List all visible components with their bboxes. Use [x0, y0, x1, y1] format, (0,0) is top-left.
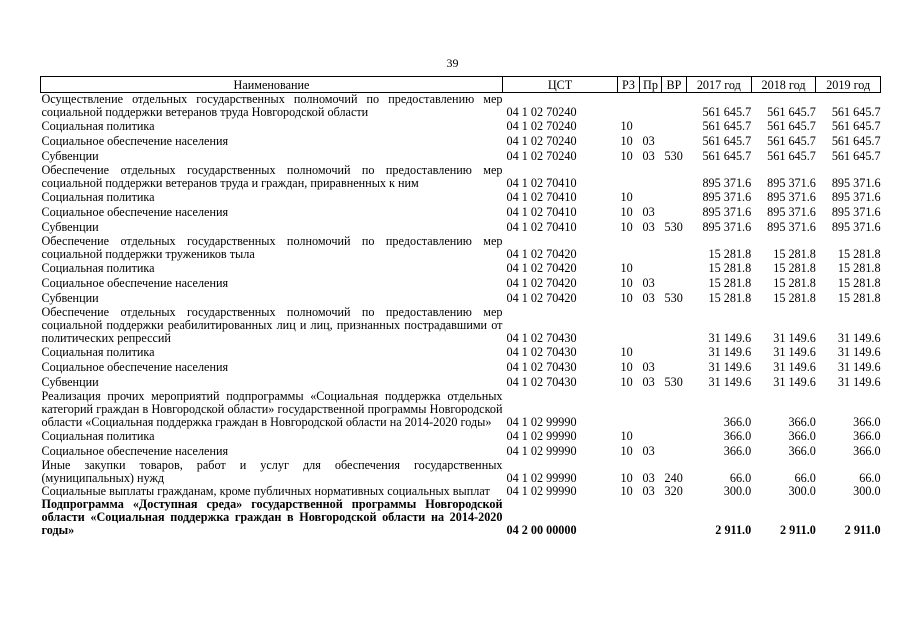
cell-cst: 04 1 02 70420 [506, 291, 577, 305]
cell-cst: 04 1 02 70420 [506, 276, 577, 290]
cell-cst: 04 1 02 70430 [506, 375, 577, 389]
cell-pr: 03 [642, 444, 655, 458]
cell-rz [618, 306, 640, 345]
cell-y2019: 366.0 [853, 415, 881, 429]
cell-y2017: 895 371.6 [702, 220, 752, 234]
cell-y2017: 31 149.6 [708, 360, 752, 374]
cell-y2018: 66.0 [794, 471, 816, 485]
cell-y2019: 31 149.6 [837, 360, 881, 374]
cell-y2018: 561 645.7 [767, 119, 816, 133]
cell-name: Социальная политика [41, 345, 155, 359]
cell-pr [640, 306, 662, 345]
cell-y2017: 561 645.7 [702, 134, 752, 148]
cell-y2017: 66.0 [729, 471, 752, 485]
cell-pr: 03 [642, 360, 655, 374]
cell-cst: 04 1 02 99990 [506, 429, 577, 443]
cell-y2019: 31 149.6 [837, 375, 881, 389]
cell-pr: 03 [642, 134, 655, 148]
cell-y2018: 15 281.8 [773, 276, 816, 290]
cell-name: Иные закупки товаров, работ и услуг для обеспечения государственных (муниципальных) нужд [41, 458, 503, 485]
cell-vr [662, 498, 687, 537]
header-cst: ЦСТ [503, 77, 618, 93]
cell-pr [640, 164, 662, 190]
cell-y2018: 2 911.0 [779, 523, 816, 537]
cell-y2019: 15 281.8 [837, 261, 881, 275]
cell-pr: 03 [642, 484, 655, 498]
cell-y2019: 300.0 [853, 484, 881, 498]
cell-cst: 04 1 02 99990 [506, 444, 577, 458]
cell-rz [618, 390, 640, 429]
cell-rz [618, 164, 640, 190]
cell-y2017: 15 281.8 [708, 291, 752, 305]
table-row [41, 429, 881, 444]
cell-cst: 04 1 02 70430 [506, 360, 577, 374]
cell-y2019: 895 371.6 [831, 205, 881, 219]
cell-pr: 03 [642, 471, 655, 485]
cell-y2019: 366.0 [853, 444, 881, 458]
cell-rz [618, 93, 640, 120]
table-row [41, 190, 881, 205]
cell-y2018: 895 371.6 [767, 190, 816, 204]
cell-cst: 04 1 02 70420 [506, 261, 577, 275]
cell-y2017: 31 149.6 [708, 375, 752, 389]
cell-y2019: 895 371.6 [831, 220, 881, 234]
cell-pr [640, 345, 662, 360]
cell-name: Социальное обеспечение населения [41, 360, 229, 374]
cell-y2019: 561 645.7 [831, 149, 881, 163]
table-row [41, 134, 881, 149]
cell-y2017: 561 645.7 [702, 149, 752, 163]
cell-rz: 10 [620, 220, 633, 234]
cell-vr [662, 345, 687, 360]
cell-y2018: 15 281.8 [773, 291, 816, 305]
cell-pr [640, 390, 662, 429]
header-2019: 2019 год [816, 77, 881, 93]
cell-rz: 10 [620, 276, 633, 290]
cell-rz: 10 [620, 149, 633, 163]
table-row [41, 276, 881, 291]
cell-y2019: 561 645.7 [831, 134, 881, 148]
table-row [41, 291, 881, 306]
header-name: Наименование [41, 77, 503, 93]
cell-rz: 10 [620, 471, 633, 485]
cell-name: Социальная политика [41, 429, 155, 443]
cell-rz: 10 [620, 205, 633, 219]
cell-y2018: 300.0 [788, 484, 816, 498]
cell-y2017: 15 281.8 [708, 247, 752, 261]
cell-y2019: 31 149.6 [837, 345, 881, 359]
header-pr: Пр [640, 77, 662, 93]
cell-name: Обеспечение отдельных государственных полномочий по предоставлению мер социальной поддержки реабилитированных лиц и лиц, признанных пострадавшими от политических репрессий [41, 305, 503, 345]
cell-name: Субвенции [41, 149, 99, 163]
cell-vr: 530 [664, 375, 683, 389]
cell-y2019: 561 645.7 [831, 119, 881, 133]
cell-cst: 04 1 02 99990 [506, 471, 577, 485]
cell-pr: 03 [642, 276, 655, 290]
cell-y2017: 31 149.6 [708, 345, 752, 359]
cell-y2018: 366.0 [788, 444, 816, 458]
cell-vr: 530 [664, 220, 683, 234]
header-vr: ВР [662, 77, 687, 93]
cell-vr [662, 190, 687, 205]
cell-y2018: 895 371.6 [767, 205, 816, 219]
cell-cst: 04 1 02 99990 [506, 415, 577, 429]
cell-cst: 04 1 02 70240 [506, 149, 577, 163]
cell-pr: 03 [642, 291, 655, 305]
table-row [41, 220, 881, 235]
cell-rz: 10 [620, 360, 633, 374]
cell-y2017: 300.0 [723, 484, 752, 498]
header-rz: РЗ [618, 77, 640, 93]
cell-name: Социальное обеспечение населения [41, 134, 229, 148]
cell-pr: 03 [642, 375, 655, 389]
cell-y2018: 561 645.7 [767, 149, 816, 163]
cell-pr [640, 498, 662, 537]
cell-pr [640, 235, 662, 261]
cell-y2019: 2 911.0 [844, 523, 881, 537]
cell-vr: 530 [664, 291, 683, 305]
cell-vr: 320 [664, 484, 683, 498]
cell-vr [662, 119, 687, 134]
cell-cst: 04 1 02 70240 [506, 119, 577, 133]
page-number: 39 [446, 56, 459, 70]
cell-name: Субвенции [41, 375, 99, 389]
cell-pr [640, 190, 662, 205]
cell-y2019: 895 371.6 [831, 190, 881, 204]
cell-name: Социальное обеспечение населения [41, 205, 229, 219]
cell-cst: 04 2 00 00000 [506, 523, 577, 537]
cell-y2019: 895 371.6 [831, 176, 881, 190]
table-row [41, 205, 881, 220]
cell-rz [618, 235, 640, 261]
cell-y2018: 561 645.7 [767, 134, 816, 148]
cell-vr [662, 164, 687, 190]
cell-cst: 04 1 02 70240 [506, 105, 577, 119]
budget-table [40, 76, 881, 537]
cell-pr [640, 261, 662, 276]
table-row [41, 164, 881, 190]
cell-vr [662, 360, 687, 375]
cell-y2017: 15 281.8 [708, 261, 752, 275]
cell-rz: 10 [620, 444, 633, 458]
cell-vr [662, 390, 687, 429]
cell-rz: 10 [620, 190, 633, 204]
cell-y2017: 895 371.6 [702, 176, 752, 190]
cell-cst: 04 1 02 70420 [506, 247, 577, 261]
cell-y2019: 366.0 [853, 429, 881, 443]
cell-y2019: 15 281.8 [837, 276, 881, 290]
cell-y2017: 366.0 [723, 444, 752, 458]
cell-vr [662, 276, 687, 291]
cell-vr [662, 93, 687, 120]
cell-y2017: 2 911.0 [715, 523, 752, 537]
cell-y2017: 31 149.6 [708, 331, 752, 345]
cell-y2017: 15 281.8 [708, 276, 752, 290]
cell-vr: 530 [664, 149, 683, 163]
header-2018: 2018 год [751, 77, 816, 93]
cell-cst: 04 1 02 70410 [506, 205, 577, 219]
table-row [41, 306, 881, 345]
cell-vr [662, 429, 687, 444]
table-row [41, 119, 881, 134]
table-body [41, 93, 881, 538]
cell-rz: 10 [620, 134, 633, 148]
table-header-row [41, 77, 881, 93]
cell-name: Осуществление отдельных государственных полномочий по предоставлению мер социальной поддержки ветеранов труда Новгородской области [41, 92, 503, 119]
cell-rz: 10 [620, 429, 633, 443]
cell-name: Реализация прочих мероприятий подпрограммы «Социальная поддержка отдельных категорий граждан в Новгородской области» государственной программы Новгородской области «Социальная поддержка граждан в Новгородской области на 2014-2020 годы» [41, 389, 503, 429]
cell-y2018: 31 149.6 [773, 345, 816, 359]
cell-y2019: 561 645.7 [831, 105, 881, 119]
cell-rz: 10 [620, 291, 633, 305]
cell-pr: 03 [642, 205, 655, 219]
cell-name: Социальное обеспечение населения [41, 444, 229, 458]
cell-y2019: 66.0 [859, 471, 881, 485]
cell-vr [662, 261, 687, 276]
cell-pr: 03 [642, 220, 655, 234]
cell-cst: 04 1 02 99990 [506, 484, 577, 498]
cell-pr [640, 429, 662, 444]
cell-y2018: 31 149.6 [773, 375, 816, 389]
cell-rz [618, 498, 640, 537]
cell-y2018: 31 149.6 [773, 331, 816, 345]
cell-name: Социальная политика [41, 261, 155, 275]
cell-y2017: 895 371.6 [702, 205, 752, 219]
table-row [41, 444, 881, 459]
cell-y2019: 31 149.6 [837, 331, 881, 345]
cell-cst: 04 1 02 70410 [506, 176, 577, 190]
cell-y2019: 15 281.8 [837, 291, 881, 305]
cell-name: Социальная политика [41, 190, 155, 204]
table-row [41, 345, 881, 360]
table-row [41, 93, 881, 120]
cell-vr [662, 205, 687, 220]
cell-name: Социальная политика [41, 119, 155, 133]
cell-y2017: 366.0 [723, 415, 752, 429]
cell-y2018: 561 645.7 [767, 105, 816, 119]
cell-name: Обеспечение отдельных государственных полномочий по предоставлению мер социальной поддержки тружеников тыла [41, 234, 503, 261]
table-row [41, 149, 881, 164]
cell-pr: 03 [642, 149, 655, 163]
cell-vr: 240 [664, 471, 683, 485]
table-row [41, 459, 881, 485]
table-row [41, 375, 881, 390]
cell-vr [662, 306, 687, 345]
cell-vr [662, 134, 687, 149]
cell-y2018: 15 281.8 [773, 247, 816, 261]
cell-pr [640, 119, 662, 134]
cell-name: Обеспечение отдельных государственных полномочий по предоставлению мер социальной поддержки ветеранов труда и граждан, приравненных к ним [41, 163, 503, 190]
cell-rz: 10 [620, 261, 633, 275]
table-row [41, 261, 881, 276]
cell-name: Социальные выплаты гражданам, кроме публичных нормативных социальных выплат [41, 484, 490, 498]
header-2017: 2017 год [687, 77, 752, 93]
cell-y2018: 31 149.6 [773, 360, 816, 374]
cell-cst: 04 1 02 70410 [506, 190, 577, 204]
cell-y2018: 895 371.6 [767, 176, 816, 190]
cell-y2017: 561 645.7 [702, 105, 752, 119]
cell-rz: 10 [620, 375, 633, 389]
cell-name: Субвенции [41, 291, 99, 305]
cell-vr [662, 235, 687, 261]
cell-rz: 10 [620, 119, 633, 133]
table-row [41, 390, 881, 429]
cell-y2017: 366.0 [723, 429, 752, 443]
cell-y2018: 15 281.8 [773, 261, 816, 275]
cell-rz: 10 [620, 345, 633, 359]
cell-y2017: 561 645.7 [702, 119, 752, 133]
cell-cst: 04 1 02 70430 [506, 345, 577, 359]
cell-vr [662, 444, 687, 459]
cell-y2019: 15 281.8 [837, 247, 881, 261]
cell-name: Субвенции [41, 220, 99, 234]
cell-y2018: 895 371.6 [767, 220, 816, 234]
table-row [41, 235, 881, 261]
cell-name: Подпрограмма «Доступная среда» государственной программы Новгородской области «Социальная поддержка граждан в Новгородской области на 2014-2020 годы» [41, 497, 503, 537]
cell-name: Социальное обеспечение населения [41, 276, 229, 290]
cell-pr [640, 93, 662, 120]
table-row [41, 360, 881, 375]
cell-y2018: 366.0 [788, 415, 816, 429]
table-row [41, 498, 881, 537]
cell-cst: 04 1 02 70240 [506, 134, 577, 148]
cell-y2017: 895 371.6 [702, 190, 752, 204]
cell-y2018: 366.0 [788, 429, 816, 443]
cell-rz: 10 [620, 484, 633, 498]
cell-cst: 04 1 02 70410 [506, 220, 577, 234]
cell-cst: 04 1 02 70430 [506, 331, 577, 345]
